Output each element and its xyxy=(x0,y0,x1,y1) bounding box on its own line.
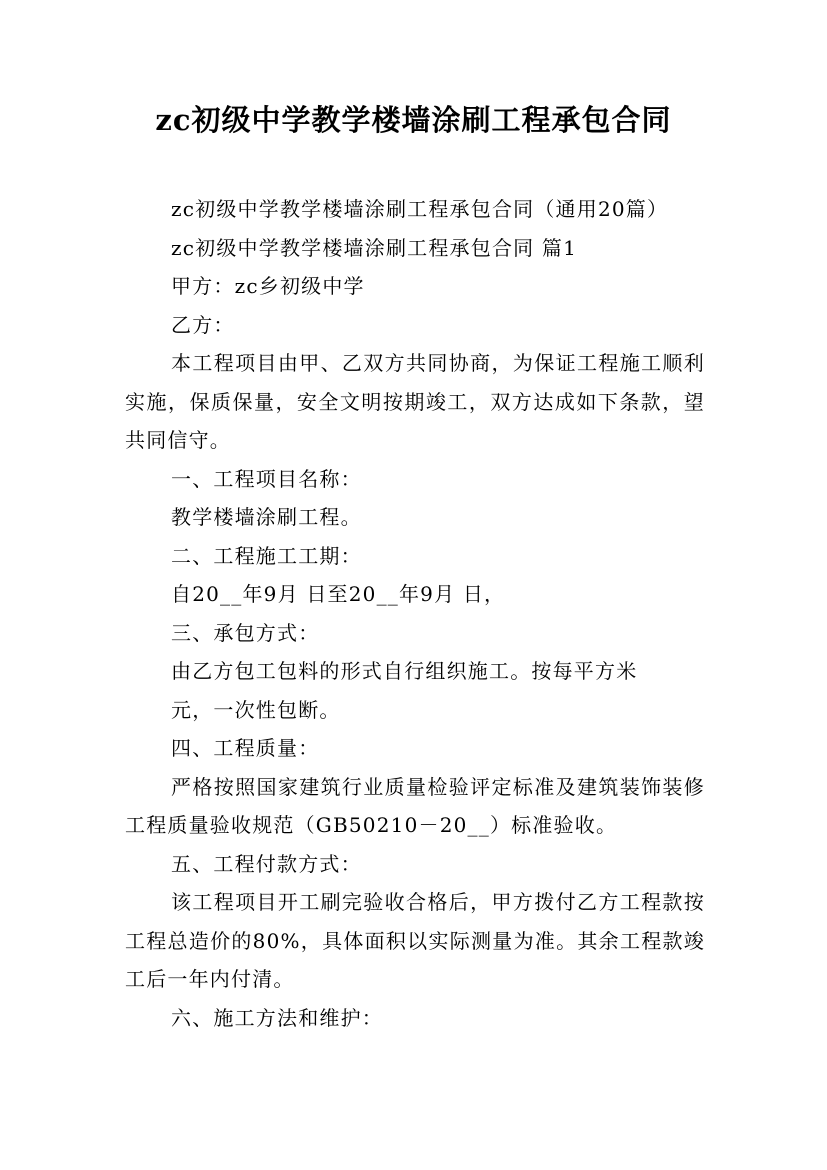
section-heading-quality: 四、工程质量： xyxy=(171,736,320,760)
paragraph-project-name: 教学楼墙涂刷工程。 xyxy=(171,505,362,529)
document-title: zc初级中学教学楼墙涂刷工程承包合同 xyxy=(155,103,672,137)
paragraph-heading-part-1: zc初级中学教学楼墙涂刷工程承包合同 篇1 xyxy=(171,235,578,260)
section-heading-project-name: 一、工程项目名称： xyxy=(171,466,362,491)
paragraph-heading-collection: zc初级中学教学楼墙涂刷工程承包合同（通用20篇） xyxy=(171,197,669,221)
section-heading-payment: 五、工程付款方式： xyxy=(171,851,362,876)
paragraph-contract-price: 元，一次性包断。 xyxy=(171,697,341,722)
paragraph-party-a: 甲方：zc乡初级中学 xyxy=(171,274,365,298)
paragraph-party-b: 乙方： xyxy=(171,312,235,337)
section-heading-construction-method: 六、施工方法和维护： xyxy=(171,1005,383,1030)
section-heading-contract-method: 三、承包方式： xyxy=(171,620,320,645)
paragraph-preamble: 本工程项目由甲、乙双方共同协商，为保证工程施工顺利实施，保质保量，安全文明按期竣工，双方达成如下条款，望共同信守。 xyxy=(125,351,705,452)
paragraph-quality: 严格按照国家建筑行业质量检验评定标准及建筑装饰装修工程质量验收规范（GB50210－20__）标准验收。 xyxy=(125,774,705,837)
paragraph-schedule: 自20__年9月 日至20__年9月 日， xyxy=(171,582,506,606)
paragraph-payment: 该工程项目开工刷完验收合格后，甲方拨付乙方工程款按工程总造价的80%，具体面积以实际测量为准。其余工程款竣工后一年内付清。 xyxy=(125,890,705,991)
paragraph-contract-method: 由乙方包工包料的形式自行组织施工。按每平方米 xyxy=(171,659,638,683)
document-body xyxy=(125,190,705,1037)
section-heading-schedule: 二、工程施工工期： xyxy=(171,543,362,568)
